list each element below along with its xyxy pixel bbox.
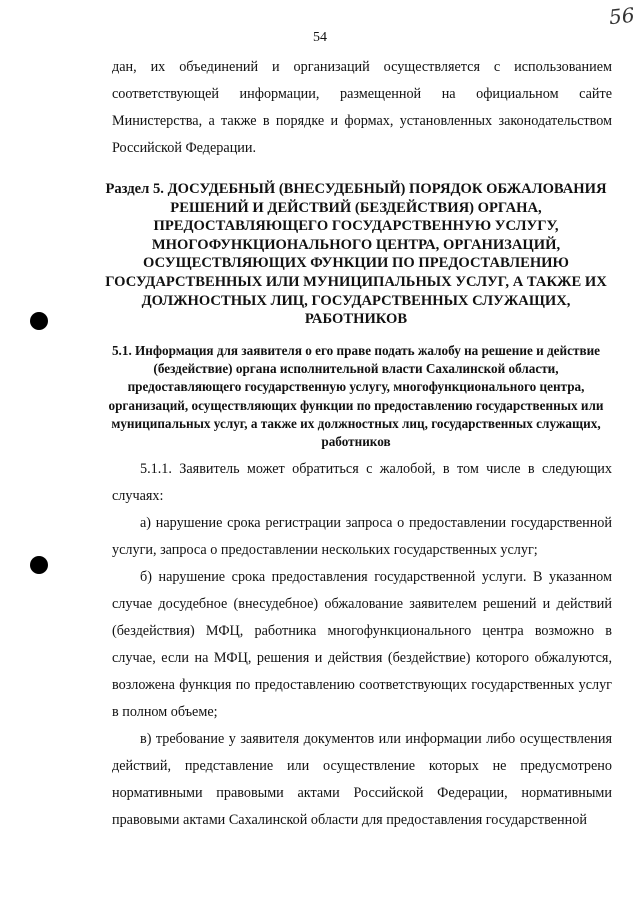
intro-block (112, 54, 612, 162)
punch-hole-top (30, 312, 48, 330)
punch-hole-bottom (30, 556, 48, 574)
subsection-heading: 5.1. Информация для заявителя о его праве подать жалобу на решение и действие (бездействие) органа исполнительной власти Сахалинской области, предоставляющего государственную услугу, многофункционального центра, организаций, осуществляющих функции по предоставлению государственных или муниципальных услуг, а также их должностных лиц, государственных служащих, работников (108, 343, 604, 450)
handwritten-page-number: 56 (607, 2, 636, 30)
item-b: б) нарушение срока предоставления государственной услуги. В указанном случае досудебное (внесудебное) обжалование заявителем решений и действий (бездействия) МФЦ, работника многофункционального центра возможно в случае, если на МФЦ, решения и действия (бездействие) которого обжалуются, возложена функция по предоставлению соответствующих государственных услуг в полном объеме; (112, 569, 612, 720)
item-a: а) нарушение срока регистрации запроса о предоставлении государственной услуги, запроса о предоставлении нескольких государственных услуг; (112, 515, 612, 558)
item-c: в) требование у заявителя документов или информации либо осуществления действий, представление или осуществление которых не предусмотрено нормативными правовыми актами Российской Федерации, нормативными правовыми актами Сахалинской области для предоставления государственной (112, 731, 612, 828)
intro-paragraph: дан, их объединений и организаций осуществляется с использованием соответствующей информации, размещенной на официальном сайте Министерства, а также в порядке и формах, установленных законодательством Российской Федерации. (112, 59, 612, 156)
page-number: 54 (313, 30, 327, 45)
clauses-block (112, 456, 612, 834)
clause-5-1-1: 5.1.1. Заявитель может обратиться с жалобой, в том числе в следующих случаях: (112, 461, 612, 504)
section-heading: Раздел 5. ДОСУДЕБНЫЙ (ВНЕСУДЕБНЫЙ) ПОРЯДОК ОБЖАЛОВАНИЯ РЕШЕНИЙ И ДЕЙСТВИЙ (БЕЗДЕЙСТВИЯ) ОРГАНА, ПРЕДОСТАВЛЯЮЩЕГО ГОСУДАРСТВЕННУЮ УСЛУГУ, МНОГОФУНКЦИОНАЛЬНОГО ЦЕНТРА, ОРГАНИЗАЦИЙ, ОСУЩЕСТВЛЯЮЩИХ ФУНКЦИИ ПО ПРЕДОСТАВЛЕНИЮ ГОСУДАРСТВЕННЫХ ИЛИ МУНИЦИПАЛЬНЫХ УСЛУГ, А ТАКЖЕ ИХ ДОЛЖНОСТНЫХ ЛИЦ, ГОСУДАРСТВЕННЫХ СЛУЖАЩИХ, РАБОТНИКОВ (105, 181, 607, 328)
